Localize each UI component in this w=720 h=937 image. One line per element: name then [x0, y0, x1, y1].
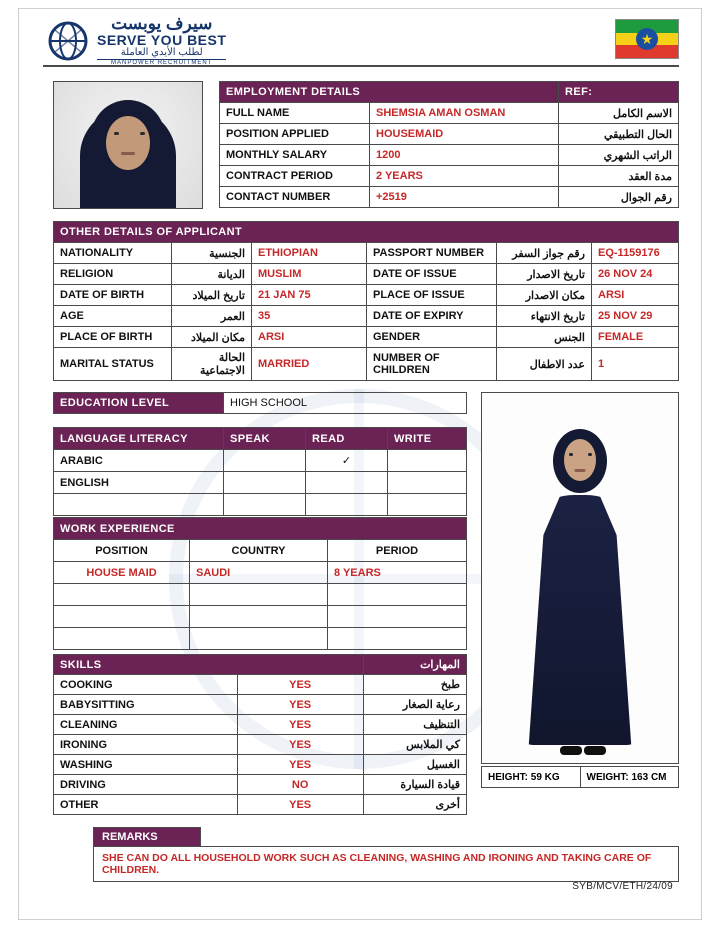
full-name-arabic: الاسم الكامل	[559, 103, 679, 124]
column-speak: SPEAK	[224, 428, 306, 450]
gender-arabic: الجنس	[497, 327, 592, 348]
skill-babysitting-arabic: رعاية الصغار	[363, 695, 466, 715]
age-arabic: العمر	[172, 306, 252, 327]
table-row	[54, 562, 467, 584]
skill-cleaning-label: CLEANING	[54, 715, 238, 735]
employment-details-section	[219, 81, 679, 208]
children-count-value: 1	[592, 348, 679, 381]
marital-status-label: MARITAL STATUS	[54, 348, 172, 381]
measurements-section	[481, 766, 679, 788]
company-logo	[47, 15, 226, 66]
table-row	[54, 540, 467, 562]
table-row	[54, 348, 679, 381]
skill-cleaning-value: YES	[237, 715, 363, 735]
table-row	[54, 715, 467, 735]
place-of-birth-arabic: مكان الميلاد	[172, 327, 252, 348]
monthly-salary-value: 1200	[370, 145, 559, 166]
arabic-speak-cell	[224, 450, 306, 472]
table-row	[54, 606, 467, 628]
skills-title: SKILLS	[54, 655, 364, 675]
religion-value: MUSLIM	[252, 264, 367, 285]
work-country-4	[190, 628, 328, 650]
work-position-3	[54, 606, 190, 628]
nationality-value: ETHIOPIAN	[252, 243, 367, 264]
skill-cooking-value: YES	[237, 675, 363, 695]
monthly-salary-arabic: الراتب الشهري	[559, 145, 679, 166]
gender-label: GENDER	[367, 327, 497, 348]
empty-read-cell	[306, 494, 388, 516]
skill-ironing-label: IRONING	[54, 735, 238, 755]
position-applied-value: HOUSEMAID	[370, 124, 559, 145]
table-row	[54, 428, 467, 450]
work-period-3	[328, 606, 467, 628]
work-country-2	[190, 584, 328, 606]
date-of-birth-arabic: تاريخ الميلاد	[172, 285, 252, 306]
skill-driving-value: NO	[237, 775, 363, 795]
skills-section	[53, 654, 467, 815]
date-of-expiry-arabic: تاريخ الانتهاء	[497, 306, 592, 327]
work-position-1: HOUSE MAID	[54, 562, 190, 584]
children-count-arabic: عدد الاطفال	[497, 348, 592, 381]
children-count-label: NUMBER OF CHILDREN	[367, 348, 497, 381]
column-read: READ	[306, 428, 388, 450]
contact-number-value: +2519	[370, 187, 559, 208]
table-row	[54, 243, 679, 264]
table-row	[220, 124, 679, 145]
skill-babysitting-label: BABYSITTING	[54, 695, 238, 715]
contact-number-arabic: رقم الجوال	[559, 187, 679, 208]
skill-babysitting-value: YES	[237, 695, 363, 715]
age-value: 35	[252, 306, 367, 327]
table-row	[54, 795, 467, 815]
column-write: WRITE	[388, 428, 467, 450]
date-of-expiry-value: 25 NOV 29	[592, 306, 679, 327]
marital-status-value: MARRIED	[252, 348, 367, 381]
skill-driving-label: DRIVING	[54, 775, 238, 795]
skill-washing-label: WASHING	[54, 755, 238, 775]
table-row	[54, 450, 467, 472]
table-row	[54, 695, 467, 715]
language-literacy-section	[53, 427, 467, 516]
table-row	[54, 472, 467, 494]
date-of-issue-value: 26 NOV 24	[592, 264, 679, 285]
skill-cooking-arabic: طبخ	[363, 675, 466, 695]
date-of-birth-value: 21 JAN 75	[252, 285, 367, 306]
date-of-expiry-label: DATE OF EXPIRY	[367, 306, 497, 327]
skill-cooking-label: COOKING	[54, 675, 238, 695]
applicant-portrait-photo	[53, 81, 203, 209]
arabic-read-cell: ✓	[306, 450, 388, 472]
remarks-text: SHE CAN DO ALL HOUSEHOLD WORK SUCH AS CLEANING, WASHING AND IRONING AND TAKING CARE OF CHILDREN.	[93, 846, 679, 882]
table-row	[54, 775, 467, 795]
skill-driving-arabic: قيادة السيارة	[363, 775, 466, 795]
header-divider	[43, 65, 679, 67]
work-country-1: SAUDI	[190, 562, 328, 584]
table-row	[54, 264, 679, 285]
brand-sub-label: MANPOWER RECRUITMENT	[97, 59, 226, 66]
brand-english-name: SERVE YOU BEST	[97, 31, 227, 48]
table-row	[54, 735, 467, 755]
table-row	[482, 767, 679, 788]
arabic-write-cell	[388, 450, 467, 472]
brand-arabic-name: سيرف يوبست	[111, 14, 213, 33]
document-header	[19, 9, 702, 67]
employment-details-title: EMPLOYMENT DETAILS	[220, 82, 559, 103]
contact-number-label: CONTACT NUMBER	[220, 187, 370, 208]
table-row	[54, 584, 467, 606]
english-read-cell	[306, 472, 388, 494]
place-of-birth-value: ARSI	[252, 327, 367, 348]
brand-arabic-tagline: لطلب الأيدي العاملة	[120, 46, 203, 58]
table-row	[54, 327, 679, 348]
table-row	[54, 675, 467, 695]
language-empty-label	[54, 494, 224, 516]
skill-washing-arabic: الغسيل	[363, 755, 466, 775]
work-position-2	[54, 584, 190, 606]
table-row	[54, 755, 467, 775]
height-value: HEIGHT: 59 KG	[482, 767, 581, 788]
skill-cleaning-arabic: التنظيف	[363, 715, 466, 735]
table-row	[54, 285, 679, 306]
remarks-section	[93, 827, 679, 882]
applicant-fullbody-photo	[481, 392, 679, 764]
table-row	[54, 393, 467, 414]
language-literacy-title: LANGUAGE LITERACY	[54, 428, 224, 450]
globe-logo-icon	[47, 20, 89, 62]
skill-ironing-arabic: كي الملابس	[363, 735, 466, 755]
place-of-issue-arabic: مكان الاصدار	[497, 285, 592, 306]
work-period-4	[328, 628, 467, 650]
english-write-cell	[388, 472, 467, 494]
religion-label: RELIGION	[54, 264, 172, 285]
position-applied-label: POSITION APPLIED	[220, 124, 370, 145]
skill-ironing-value: YES	[237, 735, 363, 755]
empty-write-cell	[388, 494, 467, 516]
work-period-2	[328, 584, 467, 606]
other-details-title: OTHER DETAILS OF APPLICANT	[54, 222, 679, 243]
table-row	[220, 145, 679, 166]
religion-arabic: الديانة	[172, 264, 252, 285]
table-row	[220, 103, 679, 124]
reference-code: SYB/MCV/ETH/24/09	[572, 881, 673, 892]
education-level-title: EDUCATION LEVEL	[54, 393, 224, 414]
skill-other-value: YES	[237, 795, 363, 815]
table-row	[54, 628, 467, 650]
english-speak-cell	[224, 472, 306, 494]
monthly-salary-label: MONTHLY SALARY	[220, 145, 370, 166]
passport-number-value: EQ-1159176	[592, 243, 679, 264]
work-country-3	[190, 606, 328, 628]
work-position-4	[54, 628, 190, 650]
passport-number-arabic: رقم جواز السفر	[497, 243, 592, 264]
work-experience-title: WORK EXPERIENCE	[54, 518, 467, 540]
column-position: POSITION	[54, 540, 190, 562]
column-country: COUNTRY	[190, 540, 328, 562]
contract-period-arabic: مدة العقد	[559, 166, 679, 187]
language-arabic-label: ARABIC	[54, 450, 224, 472]
table-row	[220, 187, 679, 208]
work-experience-section	[53, 517, 467, 650]
empty-speak-cell	[224, 494, 306, 516]
date-of-birth-label: DATE OF BIRTH	[54, 285, 172, 306]
table-row	[220, 166, 679, 187]
full-name-label: FULL NAME	[220, 103, 370, 124]
skill-other-arabic: أخرى	[363, 795, 466, 815]
position-applied-arabic: الحال التطبيقي	[559, 124, 679, 145]
skill-washing-value: YES	[237, 755, 363, 775]
date-of-issue-arabic: تاريخ الاصدار	[497, 264, 592, 285]
ref-label: REF:	[559, 82, 679, 103]
date-of-issue-label: DATE OF ISSUE	[367, 264, 497, 285]
place-of-issue-label: PLACE OF ISSUE	[367, 285, 497, 306]
nationality-arabic: الجنسية	[172, 243, 252, 264]
skills-title-arabic: المهارات	[363, 655, 466, 675]
age-label: AGE	[54, 306, 172, 327]
education-level-value: HIGH SCHOOL	[224, 393, 467, 414]
contract-period-label: CONTRACT PERIOD	[220, 166, 370, 187]
weight-value: WEIGHT: 163 CM	[580, 767, 679, 788]
work-period-1: 8 YEARS	[328, 562, 467, 584]
place-of-issue-value: ARSI	[592, 285, 679, 306]
cv-sheet	[18, 8, 702, 920]
place-of-birth-label: PLACE OF BIRTH	[54, 327, 172, 348]
marital-status-arabic: الحالة الاجتماعية	[172, 348, 252, 381]
language-english-label: ENGLISH	[54, 472, 224, 494]
skill-other-label: OTHER	[54, 795, 238, 815]
nationality-label: NATIONALITY	[54, 243, 172, 264]
column-period: PERIOD	[328, 540, 467, 562]
contract-period-value: 2 YEARS	[370, 166, 559, 187]
table-row	[54, 306, 679, 327]
other-details-section	[53, 221, 679, 381]
education-section	[53, 392, 467, 414]
ethiopia-flag-icon: ★	[615, 19, 679, 59]
full-name-value: SHEMSIA AMAN OSMAN	[370, 103, 559, 124]
remarks-title: REMARKS	[93, 827, 201, 846]
passport-number-label: PASSPORT NUMBER	[367, 243, 497, 264]
gender-value: FEMALE	[592, 327, 679, 348]
table-row	[54, 494, 467, 516]
